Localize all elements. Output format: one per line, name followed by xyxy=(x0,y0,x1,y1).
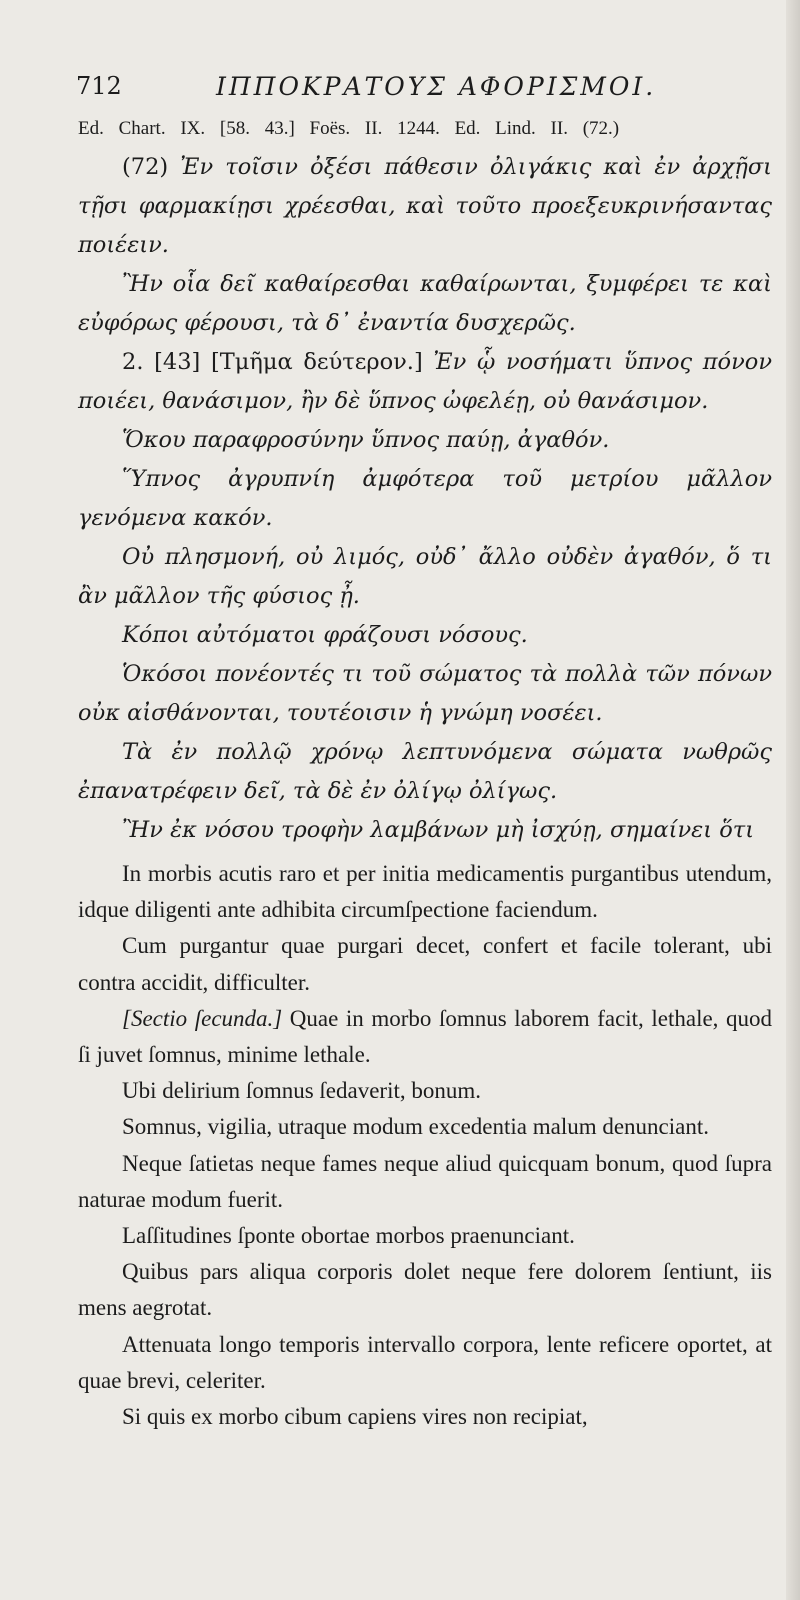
latin-aphorism-text: Quae in morbo ſomnus laborem facit, lethale, quod ſi juvet ſomnus, minime lethale. xyxy=(78,1005,772,1068)
page-number: 712 xyxy=(76,72,122,100)
latin-aphorism-1: In morbis acutis raro et per initia medicamentis purgantibus utendum, idque diligenti ante adhibita circumſpectione faciendum. xyxy=(78,861,772,923)
latin-aphorism-6: Neque ſatietas neque fames neque aliud quicquam bonum, quod ſupra naturae modum fuerit. xyxy=(78,1150,772,1212)
greek-aphorism-2: Ἢν οἷα δεῖ καθαίρεσθαι καθαίρωνται, ξυμφέρει τε καὶ εὐφόρως φέρουσι, τὰ δ᾽ ἐναντία δυσχερῶς. xyxy=(78,271,772,336)
greek-aphorism-5: Ὕπνος ἀγρυπνίη ἀμφότερα τοῦ μετρίου μᾶλλον γενόμενα κακόν. xyxy=(78,466,772,531)
greek-aphorism-text: Ἐν τοῖσιν ὀξέσι πάθεσιν ὀλιγάκις καὶ ἐν ἀρχῇσι τῇσι φαρμακίῃσι χρέεσθαι, καὶ τοῦτο προεξευκρινήσαντας ποιέειν. xyxy=(78,154,772,258)
latin-aphorism-8: Quibus pars aliqua corporis dolet neque fere dolorem ſentiunt, iis mens aegrotat. xyxy=(78,1259,772,1321)
aphorism-number: (72) xyxy=(122,154,169,180)
section-heading: [Τμῆμα δεύτερον.] xyxy=(211,349,423,375)
greek-aphorism-4: Ὅκου παραφροσύνην ὕπνος παύῃ, ἀγαθόν. xyxy=(122,427,610,453)
latin-aphorism-5: Somnus, vigilia, utraque modum excedentia malum denunciant. xyxy=(122,1114,710,1140)
page-header xyxy=(76,72,760,112)
section-heading: [Sectio ſecunda.] xyxy=(122,1005,283,1031)
page-edge-shadow xyxy=(786,0,800,1600)
latin-aphorism-2: Cum purgantur quae purgari decet, confert et facile tolerant, ubi contra accidit, difficulter. xyxy=(78,933,772,995)
greek-aphorism-9: Τὰ ἐν πολλῷ χρόνῳ λεπτυνόμενα σώματα νωθρῶς ἐπανατρέφειν δεῖ, τὰ δὲ ἐν ὀλίγῳ ὀλίγως. xyxy=(78,739,772,804)
greek-aphorism-text: Ἐν ᾧ νοσήματι ὕπνος πόνον ποιέει, θανάσιμον, ἢν δὲ ὕπνος ὠφελέῃ, οὐ θανάσιμον. xyxy=(78,349,772,414)
latin-text-block xyxy=(78,856,772,1435)
latin-aphorism-9: Attenuata longo temporis intervallo corpora, lente reficere oportet, at quae brevi, celeriter. xyxy=(78,1331,772,1393)
edition-reference-line: Ed. Chart. IX. [58. 43.] Foës. II. 1244. Ed. Lind. II. (72.) xyxy=(78,118,620,139)
latin-aphorism-3 xyxy=(78,1001,772,1073)
greek-aphorism-8: Ὁκόσοι πονέοντές τι τοῦ σώματος τὰ πολλὰ τῶν πόνων οὐκ αἰσθάνονται, τουτέοισιν ἡ γνώμη νοσέει. xyxy=(78,661,772,726)
latin-aphorism-4: Ubi delirium ſomnus ſedaverit, bonum. xyxy=(122,1078,482,1104)
greek-aphorism-10: Ἢν ἐκ νόσου τροφὴν λαμβάνων μὴ ἰσχύῃ, σημαίνει ὅτι xyxy=(122,817,755,843)
greek-aphorism-1 xyxy=(78,148,772,265)
aphorism-number: 2. [43] xyxy=(122,349,201,375)
greek-aphorism-6: Οὐ πλησμονή, οὐ λιμός, οὐδ᾽ ἄλλο οὐδὲν ἀγαθόν, ὅ τι ἂν μᾶλλον τῆς φύσιος ᾖ. xyxy=(78,544,772,609)
running-title: ΙΠΠΟΚΡΑΤΟΥΣ ΑΦΟΡΙΣΜΟΙ. xyxy=(216,72,657,101)
greek-aphorism-3 xyxy=(78,343,772,421)
greek-text-block xyxy=(78,148,772,850)
greek-aphorism-7: Κόποι αὐτόματοι φράζουσι νόσους. xyxy=(122,622,528,648)
latin-aphorism-10: Si quis ex morbo cibum capiens vires non recipiat, xyxy=(122,1404,588,1430)
latin-aphorism-7: Laſſitudines ſponte obortae morbos praenunciant. xyxy=(122,1223,575,1249)
